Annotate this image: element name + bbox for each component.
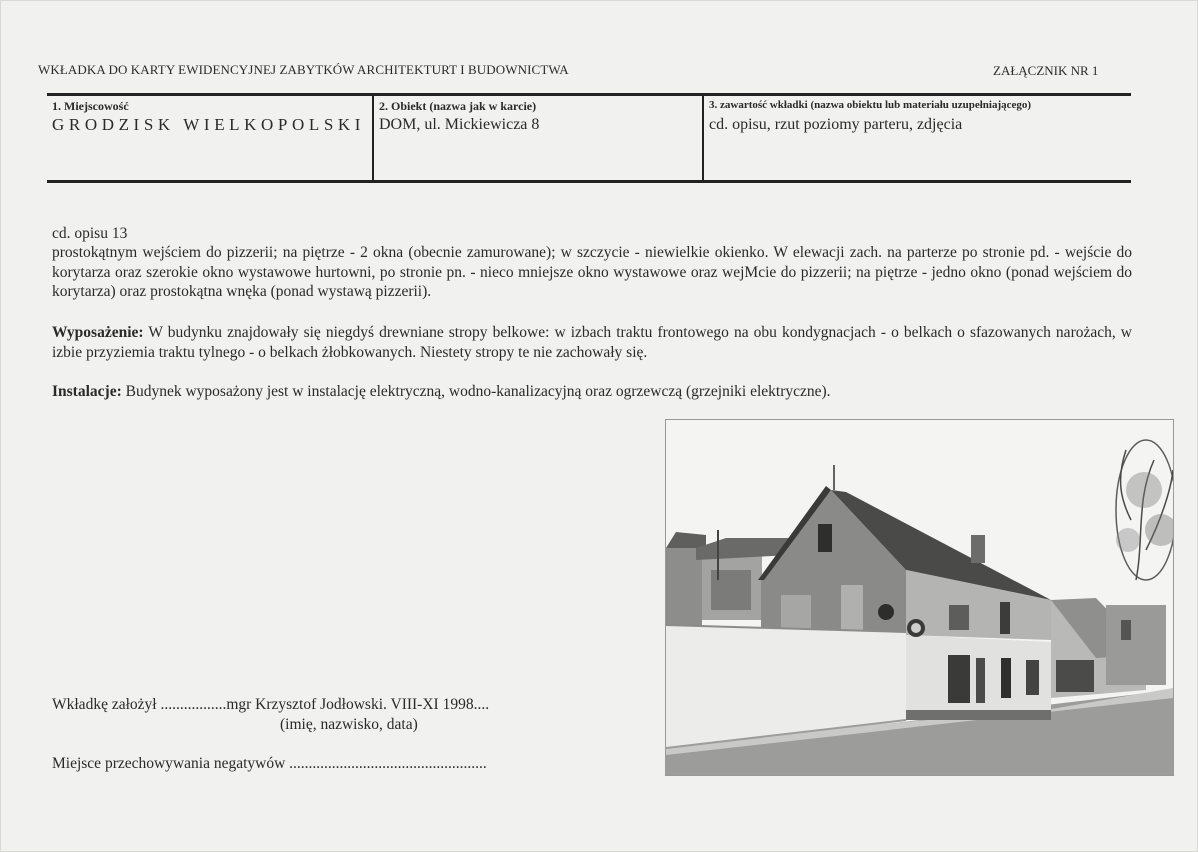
author-line: Wkładkę założył .................mgr Krzysztof Jodłowski. VIII-XI 1998.... [52,696,490,713]
object-cell [374,96,704,183]
contents-cell [704,96,1131,183]
author-caption: (imię, nazwisko, data) [280,716,418,733]
document-title: WKŁADKA DO KARTY EWIDENCYJNEJ ZABYTKÓW ARCHITEKTURT I BUDOWNICTWA [38,62,569,77]
locality-label: 1. Miejscowość [52,99,129,113]
equipment-paragraph [52,323,1132,362]
installations-text: Budynek wyposażony jest w instalację elektryczną, wodno-kanalizacyjną oraz ogrzewczą (grzejniki elektryczne). [121,383,831,400]
installations-paragraph [52,382,1132,402]
description-paragraph: prostokątnym wejściem do pizzerii; na piętrze - 2 okna (obecnie zamurowane); w szczycie - niewielkie okienko. W elewacji zach. na parterze po stronie pd. - wejście do korytarza oraz szerokie okno wystawowe hurtowni, po stronie pn. - nieco mniejsze okno wystawowe oraz wejMcie do pizzerii; na piętrze - jedno okno (ponad wejściem do korytarza) oraz prostokątna wnęka (ponad wystawą pizzerii). [52,244,1132,300]
object-value: DOM, ul. Mickiewicza 8 [379,116,540,133]
locality-value: GRODZISK WIELKOPOLSKI [52,115,366,134]
equipment-text: W budynku znajdowały się niegdyś drewniane stropy belkowe: w izbach traktu frontowego na obu kondygnacjach - o belkach o sfazowanych narożach, w izbie przyziemia traktu tylnego - o belkach żłobkowanych. Niestety stropy te nie zachowały się. [52,324,1132,361]
installations-label: Instalacje: [52,383,122,400]
building-photo [665,419,1174,776]
attachment-number: ZAŁĄCZNIK NR 1 [993,63,1099,78]
fields-table [47,93,1131,183]
equipment-label: Wyposażenie: [52,324,144,341]
contents-value: cd. opisu, rzut poziomy parteru, zdjęcia [709,116,963,133]
locality-cell [47,96,374,183]
building-photo-icon [666,420,1173,775]
contents-label: 3. zawartość wkładki (nazwa obiektu lub materiału uzupełniającego) [709,99,1032,111]
continuation-note: cd. opisu 13 [52,225,128,242]
object-label: 2. Obiekt (nazwa jak w karcie) [379,99,537,113]
negatives-storage-line: Miejsce przechowywania negatywów ................................................... [52,755,487,772]
